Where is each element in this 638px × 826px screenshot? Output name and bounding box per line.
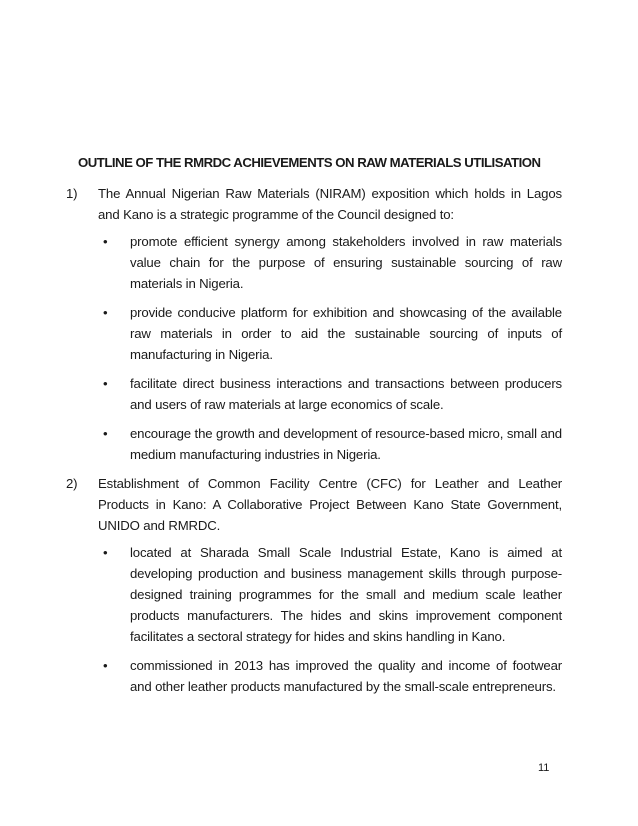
item-text: The Annual Nigerian Raw Materials (NIRAM) exposition which holds in Lagos and Kano is a strategic programme of the Council designed to:: [98, 186, 562, 222]
item-text: Establishment of Common Facility Centre (CFC) for Leather and Leather Products in Kano: A Collaborative Project Between Kano State Government, UNIDO and RMRDC.: [98, 476, 562, 533]
section-heading: OUTLINE OF THE RMRDC ACHIEVEMENTS ON RAW MATERIALS UTILISATION: [78, 155, 541, 170]
page-number: 11: [538, 762, 550, 774]
bullet-text: located at Sharada Small Scale Industrial Estate, Kano is aimed at developing production and business management skills through purpose-designed training programmes for the small and medium scale leather products manufacturers. The hides and skins improvement component facilitates a sectoral strategy for hides and skins handling in Kano.: [130, 545, 562, 644]
list-item-2: [66, 473, 562, 697]
bullet-item: [98, 302, 562, 365]
list-item-1: [66, 183, 562, 465]
bullet-icon: •: [103, 658, 108, 673]
bullet-icon: •: [103, 376, 108, 391]
bullet-item: [98, 655, 562, 697]
item-number: 2): [66, 476, 78, 491]
bullet-item: [98, 373, 562, 415]
achievements-list: [66, 183, 562, 705]
bullet-list: [98, 231, 562, 465]
bullet-text: provide conducive platform for exhibition and showcasing of the available raw materials in order to aid the sustainable sourcing of inputs of manufacturing in Nigeria.: [130, 305, 562, 362]
bullet-text: facilitate direct business interactions and transactions between producers and users of raw materials at large economics of scale.: [130, 376, 562, 412]
bullet-text: promote efficient synergy among stakeholders involved in raw materials value chain for the purpose of ensuring sustainable sourcing of raw materials in Nigeria.: [130, 234, 562, 291]
bullet-icon: •: [103, 545, 108, 560]
bullet-item: [98, 423, 562, 465]
bullet-list: [98, 542, 562, 697]
bullet-item: [98, 231, 562, 294]
bullet-icon: •: [103, 305, 108, 320]
bullet-icon: •: [103, 234, 108, 249]
bullet-item: [98, 542, 562, 647]
bullet-text: commissioned in 2013 has improved the quality and income of footwear and other leather products manufactured by the small-scale entrepreneurs.: [130, 658, 562, 694]
bullet-icon: •: [103, 426, 108, 441]
item-number: 1): [66, 186, 78, 201]
bullet-text: encourage the growth and development of resource-based micro, small and medium manufacturing industries in Nigeria.: [130, 426, 562, 462]
